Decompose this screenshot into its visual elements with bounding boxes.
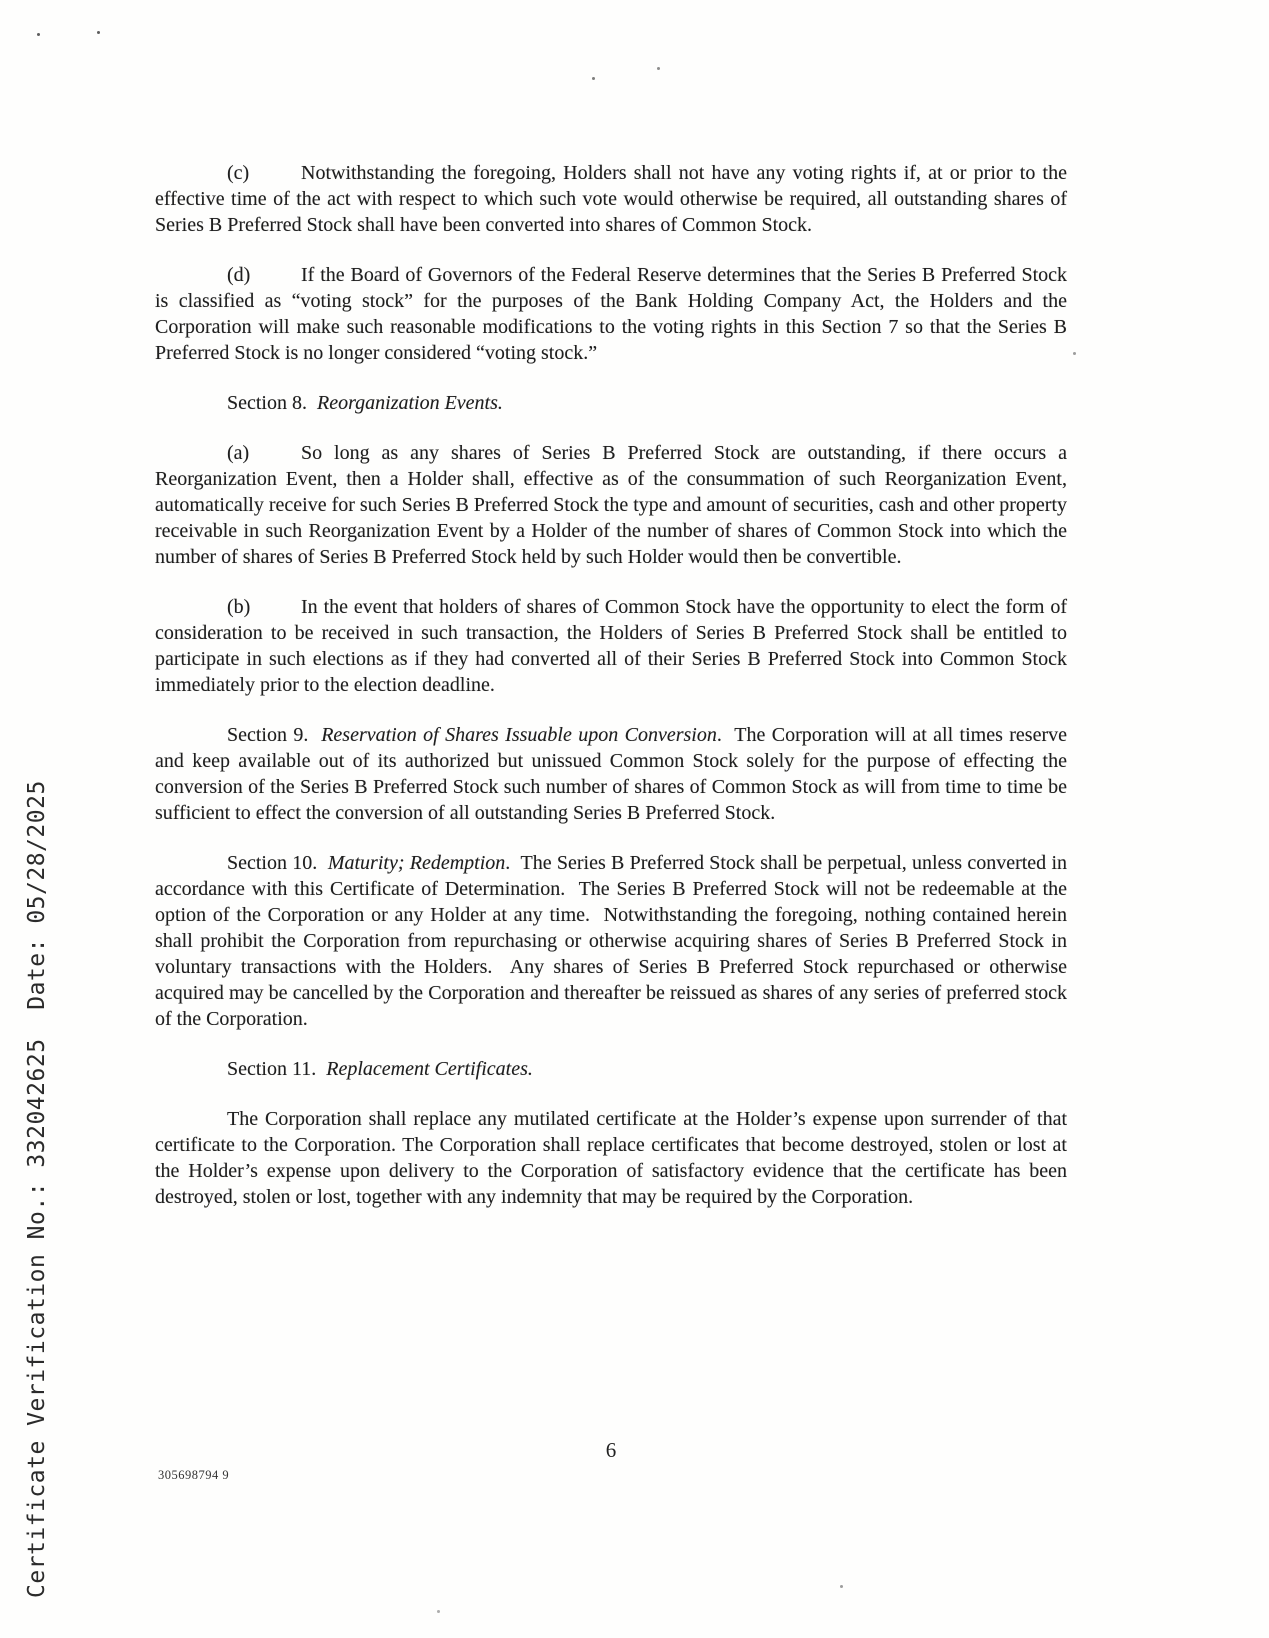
scan-speckle bbox=[657, 67, 660, 70]
scan-speckle bbox=[37, 33, 40, 36]
text-run: Section 9. bbox=[227, 724, 322, 746]
paragraph-label: (b) bbox=[227, 596, 251, 618]
text-run: Reorganization Events. bbox=[317, 392, 503, 414]
paragraph bbox=[155, 722, 1067, 826]
text-run: . The Series B Preferred Stock shall be perpetual, unless converted in accordance with this Certificate of Determination. The Series B Preferred Stock will not be redeemable at the option of the Corporation or any Holder at any time. Notwithstanding the foregoing, nothing contained herein shall prohibit the Corporation from repurchasing or otherwise acquiring shares of Series B Preferred Stock in voluntary transactions with the Holders. Any shares of Series B Preferred Stock repurchased or otherwise acquired may be cancelled by the Corporation and thereafter be reissued as shares of any series of preferred stock of the Corporation. bbox=[155, 852, 1067, 1030]
text-run: Section 11. bbox=[227, 1058, 327, 1080]
text-run: Maturity; Redemption bbox=[327, 852, 506, 874]
text-run: Section 8. bbox=[227, 392, 317, 414]
text-run: If the Board of Governors of the Federal Reserve determines that the Series B Preferred Stock is classified as “voting stock” for the purposes of the Bank Holding Company Act, the Holders and the Corporation will make such reasonable modifications to the voting rights in this Section 7 so that the Series B Preferred Stock is no longer considered “voting stock.” bbox=[155, 264, 1067, 364]
text-run: . The Corporation will at all times reserve and keep available out of its authorized but unissued Common Stock solely for the purpose of effecting the conversion of the Series B Preferred Stock such number of shares of Common Stock as will from time to time be sufficient to effect the conversion of all outstanding Series B Preferred Stock. bbox=[155, 724, 1067, 824]
text-run: So long as any shares of Series B Preferred Stock are outstanding, if there occurs a Reorganization Event, then a Holder shall, effective as of the consummation of such Reorganization Event, automatically receive for such Series B Preferred Stock the type and amount of securities, cash and other property receivable in such Reorganization Event by a Holder of the number of shares of Common Stock into which the number of shares of Series B Preferred Stock held by such Holder would then be convertible. bbox=[155, 442, 1067, 568]
paragraph bbox=[155, 594, 1067, 698]
section-heading bbox=[155, 1056, 1067, 1082]
paragraph bbox=[155, 1106, 1067, 1210]
text-run: Section 10. bbox=[227, 852, 328, 874]
text-run: Reservation of Shares Issuable upon Conversion bbox=[321, 724, 717, 746]
scan-speckle bbox=[1073, 352, 1076, 355]
document-footer-code: 305698794 9 bbox=[158, 1468, 230, 1482]
paragraph bbox=[155, 850, 1067, 1032]
text-run: Notwithstanding the foregoing, Holders shall not have any voting rights if, at or prior to the effective time of the act with respect to which such vote would otherwise be required, all outstanding shares of Series B Preferred Stock shall have been converted into shares of Common Stock. bbox=[155, 162, 1067, 236]
paragraph bbox=[155, 440, 1067, 570]
document-body bbox=[155, 160, 1067, 1210]
paragraph bbox=[155, 160, 1067, 238]
page-number: 6 bbox=[605, 1438, 617, 1462]
paragraph-label: (a) bbox=[227, 442, 250, 464]
scan-speckle bbox=[840, 1585, 843, 1588]
scan-speckle bbox=[592, 77, 595, 80]
text-run: The Corporation shall replace any mutilated certificate at the Holder’s expense upon surrender of that certificate to the Corporation. The Corporation shall replace certificates that become destroyed, stolen or lost at the Holder’s expense upon delivery to the Corporation of satisfactory evidence that the certificate has been destroyed, stolen or lost, together with any indemnity that may be required by the Corporation. bbox=[155, 1108, 1067, 1208]
scan-speckle bbox=[97, 31, 100, 34]
paragraph-label: (d) bbox=[227, 264, 251, 286]
paragraph bbox=[155, 262, 1067, 366]
scan-speckle bbox=[437, 1610, 440, 1613]
paragraph-label: (c) bbox=[227, 162, 250, 184]
section-heading bbox=[155, 390, 1067, 416]
certificate-verification-stamp: Certificate Verification No.: 332042625 Date: 05/28/2025 bbox=[24, 780, 50, 1598]
text-run: Replacement Certificates. bbox=[326, 1058, 533, 1080]
text-run: In the event that holders of shares of Common Stock have the opportunity to elect the form of consideration to be received in such transaction, the Holders of Series B Preferred Stock shall be entitled to participate in such elections as if they had converted all of their Series B Preferred Stock into Common Stock immediately prior to the election deadline. bbox=[155, 596, 1067, 696]
